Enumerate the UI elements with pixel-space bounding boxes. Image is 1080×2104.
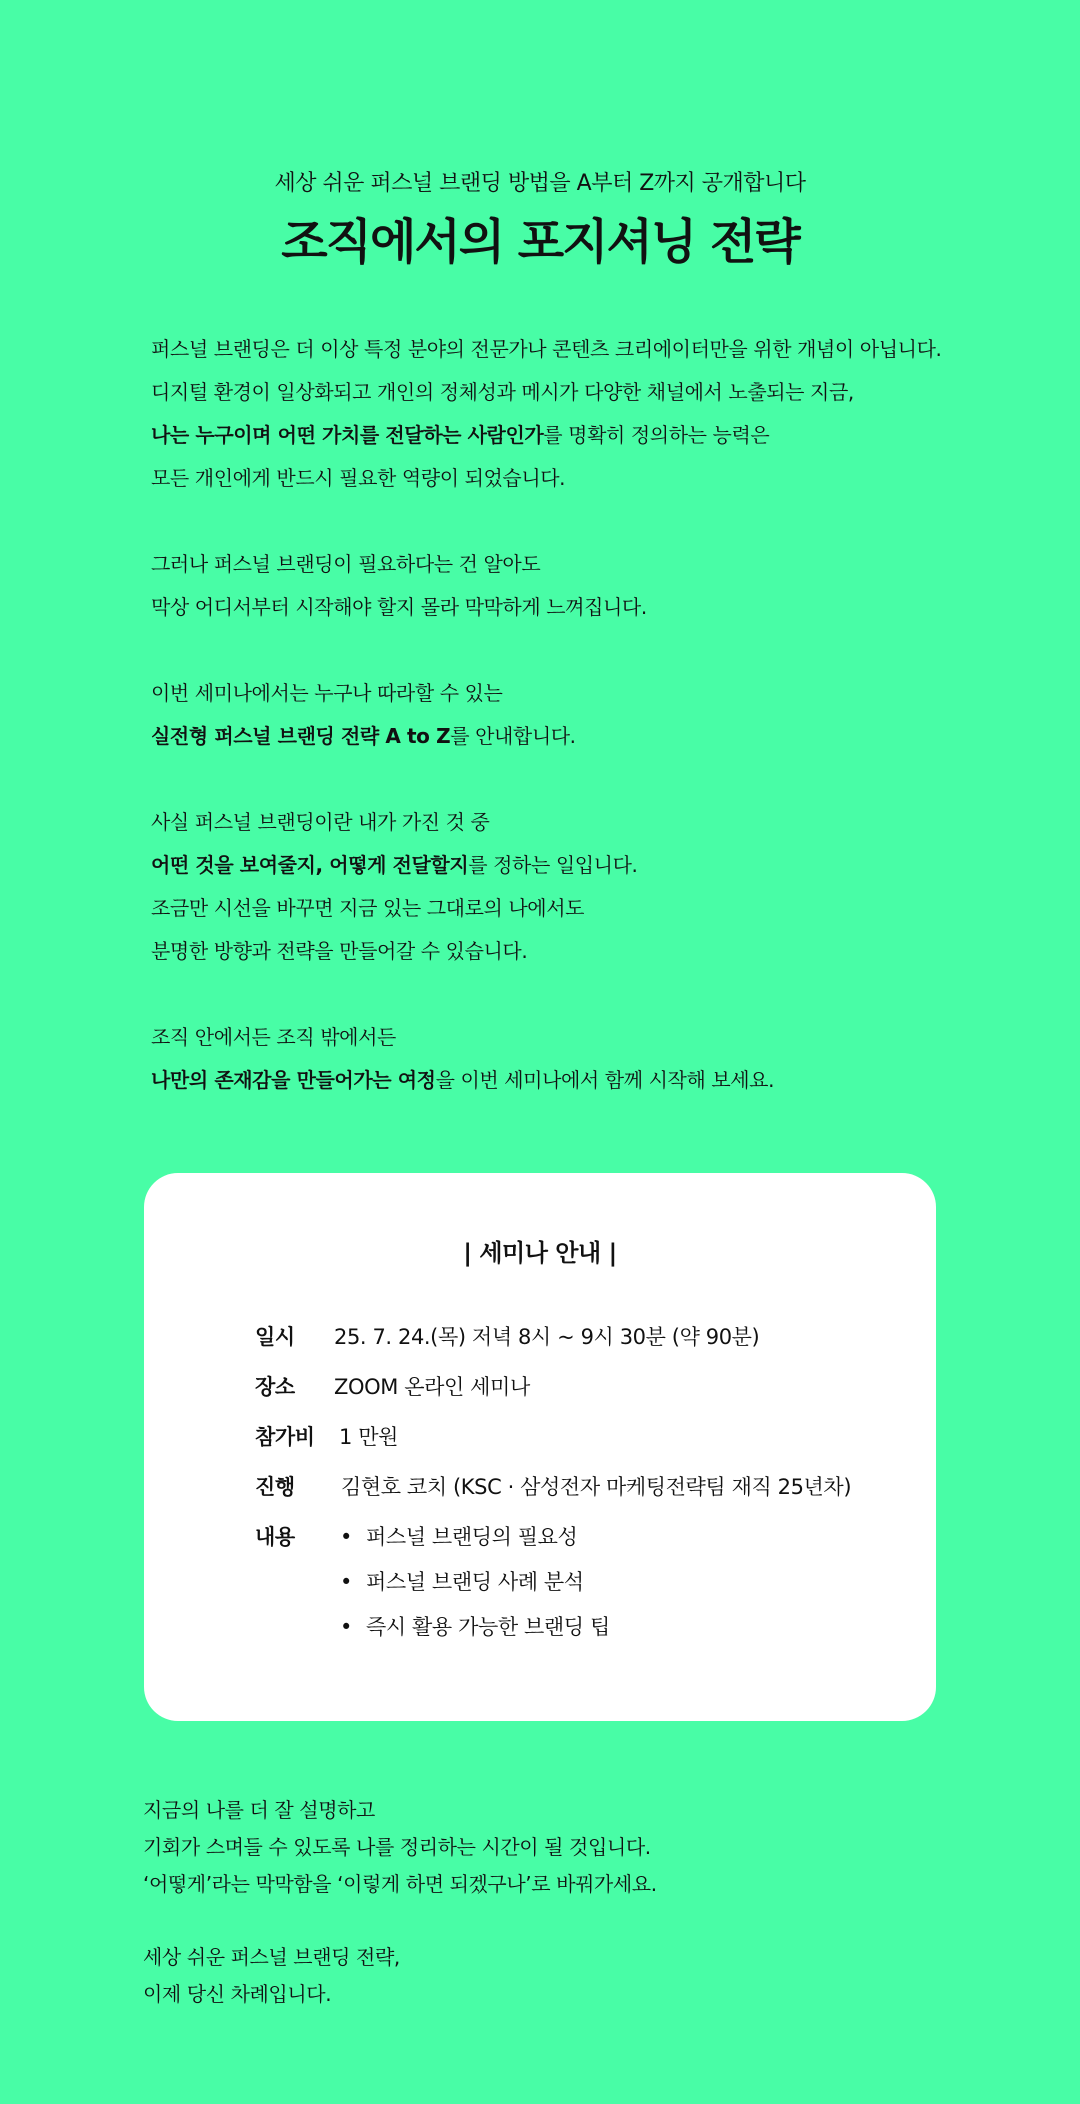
date-value: 25. 7. 24.(목) 저녁 8시 ~ 9시 30분 (약 90분) [334, 1325, 760, 1349]
content-list-item [340, 1611, 610, 1641]
intro-section [151, 331, 1051, 1105]
seminar-host-row [255, 1471, 851, 1501]
intro-line [151, 847, 1051, 890]
intro-emphasis: 실전형 퍼스널 브랜딩 전략 A to Z [151, 724, 451, 748]
intro-line: 퍼스널 브랜딩은 더 이상 특정 분야의 전문가나 콘텐츠 크리에이터만을 위한 개념이 아닙니다. [151, 337, 942, 361]
seminar-fee-row [255, 1421, 398, 1451]
page-title: 조직에서의 포지셔닝 전략 [281, 214, 799, 270]
outro-line: 지금의 나를 더 잘 설명하고 [143, 1798, 375, 1822]
outro-line: ‘어떻게’라는 막막함을 ‘이렇게 하면 되겠구나’로 바꿔가세요. [143, 1872, 657, 1896]
intro-line: 막상 어디서부터 시작해야 할지 몰라 막막하게 느껴집니다. [151, 595, 647, 619]
intro-line [151, 1062, 1051, 1105]
content-list-item [340, 1566, 584, 1596]
intro-text: 를 안내합니다. [450, 724, 576, 748]
intro-text: 를 명확히 정의하는 능력은 [543, 423, 770, 447]
intro-line: 모든 개인에게 반드시 필요한 역량이 되었습니다. [151, 466, 566, 490]
date-label: 일시 [255, 1325, 295, 1349]
seminar-card-title: | 세미나 안내 | [463, 1239, 617, 1267]
intro-paragraph-1 [151, 331, 1051, 503]
outro-section [143, 1792, 1043, 2013]
intro-paragraph-5 [151, 1019, 1051, 1105]
content-list-item [340, 1521, 577, 1551]
outro-line: 세상 쉬운 퍼스널 브랜딩 전략, [143, 1945, 400, 1969]
bullet-icon: • [340, 1570, 352, 1594]
seminar-content-row [255, 1521, 295, 1551]
fee-label: 참가비 [255, 1425, 315, 1449]
intro-text: 을 이번 세미나에서 함께 시작해 보세요. [435, 1068, 775, 1092]
intro-line: 조직 안에서든 조직 밖에서든 [151, 1025, 396, 1049]
intro-line: 그러나 퍼스널 브랜딩이 필요하다는 건 알아도 [151, 552, 541, 576]
intro-line [151, 417, 1051, 460]
host-value: 김현호 코치 (KSC · 삼성전자 마케팅전략팀 재직 25년차) [341, 1475, 852, 1499]
outro-line: 이제 당신 차례입니다. [143, 1982, 332, 2006]
header-subtitle: 세상 쉬운 퍼스널 브랜딩 방법을 A부터 Z까지 공개합니다 [274, 171, 806, 196]
intro-text: 를 정하는 일입니다. [468, 853, 638, 877]
content-label: 내용 [255, 1525, 295, 1549]
intro-paragraph-2 [151, 546, 1051, 632]
intro-line: 이번 세미나에서는 누구나 따라할 수 있는 [151, 681, 503, 705]
intro-emphasis: 어떤 것을 보여줄지, 어떻게 전달할지 [151, 853, 469, 877]
bullet-icon: • [340, 1615, 352, 1639]
host-label: 진행 [255, 1475, 295, 1499]
outro-line: 기회가 스며들 수 있도록 나를 정리하는 시간이 될 것입니다. [143, 1835, 651, 1859]
intro-emphasis: 나만의 존재감을 만들어가는 여정 [151, 1068, 436, 1092]
fee-value: 1 만원 [339, 1425, 399, 1449]
content-item-text: 퍼스널 브랜딩 사례 분석 [366, 1570, 584, 1594]
bullet-icon: • [340, 1525, 352, 1549]
intro-paragraph-4 [151, 804, 1051, 976]
intro-line: 사실 퍼스널 브랜딩이란 내가 가진 것 중 [151, 810, 490, 834]
content-item-text: 퍼스널 브랜딩의 필요성 [366, 1525, 578, 1549]
content-item-text: 즉시 활용 가능한 브랜딩 팁 [366, 1615, 610, 1639]
intro-line [151, 718, 1051, 761]
seminar-info-card [144, 1173, 936, 1721]
intro-line: 조금만 시선을 바꾸면 지금 있는 그대로의 나에서도 [151, 896, 585, 920]
place-label: 장소 [255, 1375, 295, 1399]
intro-emphasis: 나는 누구이며 어떤 가치를 전달하는 사람인가 [151, 423, 544, 447]
seminar-date-row [255, 1321, 759, 1351]
seminar-place-row [255, 1371, 530, 1401]
intro-line: 디지털 환경이 일상화되고 개인의 정체성과 메시가 다양한 채널에서 노출되는 지금, [151, 380, 854, 404]
intro-line: 분명한 방향과 전략을 만들어갈 수 있습니다. [151, 939, 528, 963]
intro-paragraph-3 [151, 675, 1051, 761]
place-value: ZOOM 온라인 세미나 [334, 1375, 530, 1399]
